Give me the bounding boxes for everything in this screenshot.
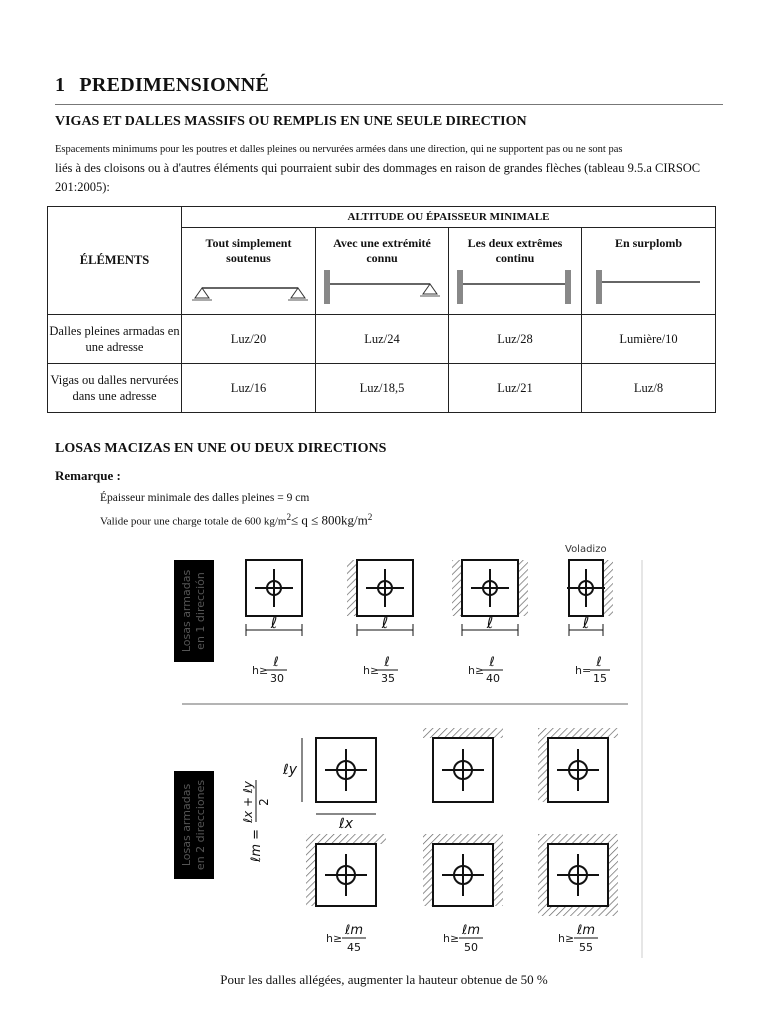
section-title: PREDIMENSIONNÉ bbox=[79, 74, 270, 96]
remark-label: Remarque : bbox=[55, 468, 121, 483]
band1-label-line-2: en 1 dirección bbox=[194, 572, 207, 650]
footer-note: Pour les dalles allégées, augmenter la hauteur obtenue de 50 % bbox=[220, 972, 548, 987]
case-2-line-2: connu bbox=[366, 251, 398, 265]
thickness-prefix: h≥ bbox=[558, 932, 575, 945]
fraction-numerator: ℓ bbox=[489, 655, 495, 670]
table-cell: Luz/20 bbox=[182, 315, 316, 364]
heading-rule bbox=[55, 104, 723, 105]
table-cell: Luz/18,5 bbox=[316, 364, 449, 413]
table-row bbox=[48, 364, 716, 413]
load-note-prefix: Valide pour une charge totale de 600 kg/m bbox=[100, 515, 287, 528]
section-number: 1 bbox=[55, 74, 66, 96]
hatch-support bbox=[306, 834, 386, 844]
case-3-line-1: Les deux extrêmes bbox=[467, 236, 563, 250]
fraction-numerator: ℓm bbox=[461, 923, 481, 938]
slab-thickness-figure bbox=[170, 538, 650, 960]
table-cell: Lumière/10 bbox=[582, 315, 716, 364]
span-symbol: ℓ bbox=[582, 613, 590, 632]
span-symbol: ℓ bbox=[486, 613, 494, 632]
thickness-prefix: h≥ bbox=[326, 932, 343, 945]
min-thickness-note: Épaisseur minimale des dalles pleines = 9 cm bbox=[100, 492, 310, 504]
ly-symbol: ℓy bbox=[282, 762, 298, 778]
hatch-support bbox=[347, 560, 357, 616]
thickness-prefix: h= bbox=[575, 664, 592, 677]
table-row bbox=[48, 315, 716, 364]
fraction-numerator: ℓ bbox=[273, 655, 279, 670]
fraction-denominator: 15 bbox=[593, 672, 607, 685]
band2-label-line-1: Losas armadas bbox=[180, 783, 193, 867]
section2-title: LOSAS MACIZAS EN UNE OU DEUX DIRECTIONS bbox=[55, 441, 387, 456]
lx-symbol: ℓx bbox=[338, 816, 354, 832]
table-cell: Luz/21 bbox=[449, 364, 582, 413]
band2-label-line-2: en 2 direcciones bbox=[194, 779, 207, 871]
page-title bbox=[55, 74, 269, 97]
fraction-denominator: 50 bbox=[464, 941, 478, 954]
span-symbol: ℓ bbox=[381, 613, 389, 632]
intro-line-1: Espacements minimums pour les poutres et dalles pleines ou nervurées armées dans une direction, qui ne supportent pas ou ne sont pas bbox=[55, 144, 623, 155]
fraction-numerator: ℓ bbox=[384, 655, 390, 670]
fraction-denominator: 55 bbox=[579, 941, 593, 954]
fraction-denominator: 35 bbox=[381, 672, 395, 685]
hatch-support bbox=[538, 844, 548, 906]
hatch-support bbox=[538, 738, 548, 802]
hatch-support bbox=[423, 834, 503, 844]
cantilever-beam-icon bbox=[588, 268, 708, 308]
exponent: 2 bbox=[367, 512, 373, 522]
voladizo-label: Voladizo bbox=[565, 544, 607, 555]
row-label: Vigas ou dalles nervurées dans une adresse bbox=[48, 364, 182, 413]
one-end-fixed-beam-icon bbox=[322, 268, 442, 308]
load-range-note bbox=[100, 512, 372, 529]
lm-formula-denominator: 2 bbox=[257, 798, 271, 806]
section1-title: VIGAS ET DALLES MASSIFS OU REMPLIS EN UNE SEULE DIRECTION bbox=[55, 114, 527, 129]
fraction-denominator: 30 bbox=[270, 672, 284, 685]
elements-header: ÉLÉMENTS bbox=[48, 207, 182, 315]
simply-supported-beam-icon bbox=[188, 278, 308, 308]
both-ends-fixed-beam-icon bbox=[455, 268, 575, 308]
lm-formula bbox=[241, 780, 271, 863]
case-simply-supported bbox=[182, 228, 316, 315]
hatch-support bbox=[518, 560, 528, 616]
span-symbol: ℓ bbox=[270, 613, 278, 632]
thickness-prefix: h≥ bbox=[443, 932, 460, 945]
case-4-line-1: En surplomb bbox=[614, 236, 683, 250]
one-way-slabs bbox=[246, 560, 613, 685]
thickness-prefix: h≥ bbox=[252, 664, 269, 677]
altitude-header: ALTITUDE OU ÉPAISSEUR MINIMALE bbox=[182, 207, 716, 228]
intro-line-2: liés à des cloisons ou à d'autres éléments qui pourraient subir des dommages en raison de grandes flèches (tableau 9.5.a CIRSOC 201:2005): bbox=[55, 161, 701, 194]
fraction-numerator: ℓm bbox=[576, 923, 596, 938]
case-3-line-2: continu bbox=[495, 251, 535, 265]
case-one-end-continuous bbox=[316, 228, 449, 315]
hatch-support bbox=[608, 844, 618, 906]
thickness-prefix: h≥ bbox=[468, 664, 485, 677]
fraction-denominator: 45 bbox=[347, 941, 361, 954]
table-cell: Luz/24 bbox=[316, 315, 449, 364]
hatch-support bbox=[306, 844, 316, 906]
hatch-support bbox=[452, 560, 462, 616]
fraction-denominator: 40 bbox=[486, 672, 500, 685]
case-both-ends-continuous bbox=[449, 228, 582, 315]
lm-formula-numerator: ℓx + ℓy bbox=[241, 781, 255, 823]
table-cell: Luz/28 bbox=[449, 315, 582, 364]
band1-label-line-1: Losas armadas bbox=[180, 569, 193, 653]
table-cell: Luz/8 bbox=[582, 364, 716, 413]
hatch-support bbox=[423, 844, 433, 906]
fraction-numerator: ℓ bbox=[596, 655, 602, 670]
load-note-range: ≤ q ≤ 800kg/m bbox=[291, 512, 368, 528]
hatch-support bbox=[538, 728, 618, 738]
hatch-support bbox=[538, 834, 618, 844]
row-label: Dalles pleines armadas en une adresse bbox=[48, 315, 182, 364]
fraction-numerator: ℓm bbox=[344, 923, 364, 938]
min-thickness-table bbox=[47, 206, 716, 413]
hatch-support bbox=[493, 844, 503, 906]
section1-intro bbox=[55, 140, 715, 197]
case-1-line-2: soutenus bbox=[226, 251, 271, 265]
hatch-support bbox=[423, 728, 503, 738]
hatch-support bbox=[538, 906, 618, 916]
exponent: 2 bbox=[286, 512, 292, 522]
table-cell: Luz/16 bbox=[182, 364, 316, 413]
case-cantilever bbox=[582, 228, 716, 315]
thickness-prefix: h≥ bbox=[363, 664, 380, 677]
case-1-line-1: Tout simplement bbox=[205, 236, 292, 250]
lm-formula-lhs: ℓm = bbox=[249, 828, 264, 862]
two-way-slabs bbox=[241, 728, 618, 954]
case-2-line-1: Avec une extrémité bbox=[333, 236, 431, 250]
